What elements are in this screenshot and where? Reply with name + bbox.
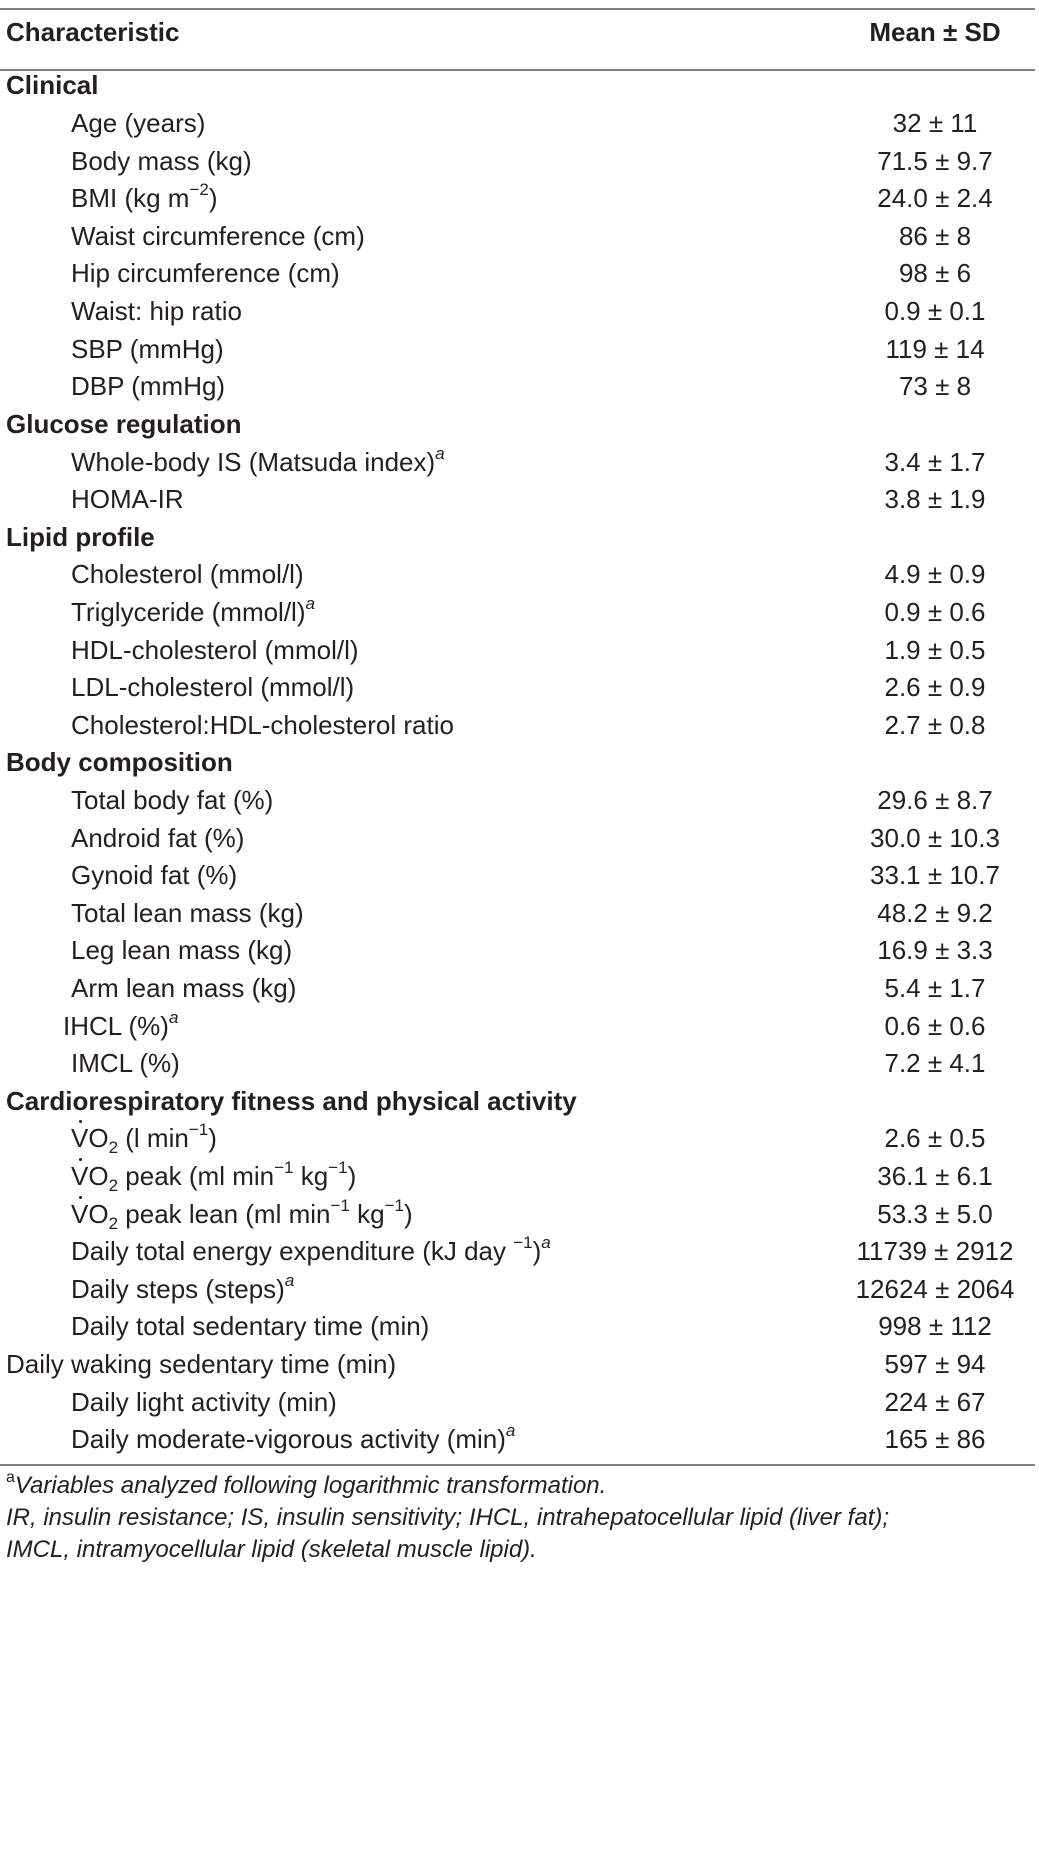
row-value: 16.9 ± 3.3 <box>877 934 993 965</box>
row-label: Daily waking sedentary time (min) <box>6 1348 397 1379</box>
row-value: 3.4 ± 1.7 <box>884 446 986 477</box>
header-characteristic: Characteristic <box>6 16 180 47</box>
row-label: DBP (mmHg) <box>71 370 226 401</box>
row-value: 597 ± 94 <box>884 1348 986 1379</box>
row-value: 119 ± 14 <box>885 333 985 364</box>
row-value: 86 ± 8 <box>898 220 972 251</box>
footnote-marker: a <box>505 1420 516 1440</box>
row-value: 165 ± 86 <box>884 1423 986 1454</box>
footnote-a-marker: a <box>6 1469 15 1486</box>
section-title: Body composition <box>6 746 233 777</box>
row-value: 73 ± 8 <box>898 370 972 401</box>
row-label: Waist: hip ratio <box>71 295 242 326</box>
header-mean-sd: Mean ± SD <box>869 16 1001 47</box>
footnote-marker: a <box>284 1270 295 1290</box>
row-value: 36.1 ± 6.1 <box>877 1160 993 1191</box>
row-label: Cholesterol (mmol/l) <box>71 558 304 589</box>
row-label: Total body fat (%) <box>71 784 274 815</box>
row-label: Android fat (%) <box>71 822 245 853</box>
row-label: $VO_2$ peak lean (ml $\min^{-1} kg^{-1}$) <box>71 1195 413 1233</box>
row-value: 2.6 ± 0.9 <box>884 671 986 702</box>
row-value: 0.9 ± 0.6 <box>884 596 986 627</box>
row-value: 2.6 ± 0.5 <box>884 1122 986 1153</box>
row-label: Cholesterol:HDL-cholesterol ratio <box>71 709 454 740</box>
row-label: Total lean mass (kg) <box>71 897 304 928</box>
table-header-row <box>0 10 1035 54</box>
row-value: 2.7 ± 0.8 <box>884 709 986 740</box>
row-value: 29.6 ± 8.7 <box>877 784 993 815</box>
row-value: 7.2 ± 4.1 <box>884 1047 986 1078</box>
row-value: 1.9 ± 0.5 <box>884 634 986 665</box>
row-label: Daily moderate-vigorous activity $(\min)^a$ <box>71 1420 516 1454</box>
abbreviations-line-1: IR, insulin resistance; IS, insulin sensitivity; IHCL, intrahepatocellular lipid (liver fat); <box>6 1504 890 1531</box>
row-value: 12624 ± 2064 <box>855 1273 1015 1304</box>
row-label: Daily total energy expenditure (kJ day $^{-1}$)$^a$ <box>71 1232 551 1266</box>
section-title: Cardiorespiratory fitness and physical activity <box>6 1085 577 1116</box>
row-label: IHCL (%)$^a$ <box>63 1007 179 1041</box>
row-label: LDL-cholesterol (mmol/l) <box>71 671 355 702</box>
section-title: Clinical <box>6 69 99 100</box>
row-label: Hip circumference (cm) <box>71 257 340 288</box>
row-label: $VO_2$ peak (ml $\min^{-1} kg^{-1}$) <box>71 1157 357 1195</box>
footnote-marker: a <box>541 1232 551 1252</box>
row-label: Age (years) <box>71 107 206 138</box>
row-label: SBP (mmHg) <box>71 333 224 364</box>
row-value: 48.2 ± 9.2 <box>877 897 993 928</box>
row-label: Arm lean mass (kg) <box>71 972 297 1003</box>
row-value: 3.8 ± 1.9 <box>884 483 986 514</box>
row-value: 0.6 ± 0.6 <box>884 1010 986 1041</box>
row-value: 30.0 ± 10.3 <box>870 822 1000 853</box>
row-label: HDL-cholesterol (mmol/l) <box>71 634 359 665</box>
row-value: 5.4 ± 1.7 <box>884 972 986 1003</box>
row-value: 0.9 ± 0.1 <box>884 295 986 326</box>
row-label: HOMA-IR <box>71 483 184 514</box>
footnote-marker: a <box>305 593 315 613</box>
row-value: 4.9 ± 0.9 <box>884 558 986 589</box>
row-value: 98 ± 6 <box>898 257 972 288</box>
row-label: BMI (kg $m^{-2}$) <box>71 179 218 213</box>
footnote-marker: a <box>168 1007 179 1027</box>
row-label: IMCL (%) <box>71 1047 180 1078</box>
row-value: 224 ± 67 <box>884 1386 986 1417</box>
row-value: 24.0 ± 2.4 <box>877 182 993 213</box>
row-value: 998 ± 112 <box>878 1310 992 1341</box>
section-title: Glucose regulation <box>6 408 242 439</box>
table-footnotes <box>6 1470 1036 1566</box>
footnote-marker: a <box>435 443 445 463</box>
row-label: Whole-body IS (Matsuda index)$^a$ <box>71 443 445 477</box>
row-value: 11739 ± 2912 <box>856 1235 1014 1266</box>
row-label: $VO_2$ (l $\min^{-1}$) <box>71 1119 217 1157</box>
row-label: Daily light activity (min) <box>71 1386 337 1417</box>
row-label: Body mass (kg) <box>71 145 252 176</box>
row-label: Daily steps (steps)$^a$ <box>71 1270 295 1304</box>
table-row <box>0 1417 1035 1461</box>
row-label: Leg lean mass (kg) <box>71 934 293 965</box>
row-value: 33.1 ± 10.7 <box>870 859 1000 890</box>
row-value: 32 ± 11 <box>892 107 978 138</box>
row-label: Waist circumference (cm) <box>71 220 365 251</box>
row-value: 53.3 ± 5.0 <box>877 1198 993 1229</box>
abbreviations-line-2: IMCL, intramyocellular lipid (skeletal muscle lipid). <box>6 1536 537 1563</box>
table-bottom-rule <box>0 1464 1035 1466</box>
row-label: Triglyceride (mmol/l)$^a$ <box>71 593 315 627</box>
section-title: Lipid profile <box>6 521 155 552</box>
row-label: Daily total sedentary time (min) <box>71 1310 430 1341</box>
footnote-a: $^a$Variables analyzed following logarithmic transformation. <box>6 1469 607 1499</box>
row-label: Gynoid fat (%) <box>71 859 238 890</box>
row-value: 71.5 ± 9.7 <box>877 145 993 176</box>
